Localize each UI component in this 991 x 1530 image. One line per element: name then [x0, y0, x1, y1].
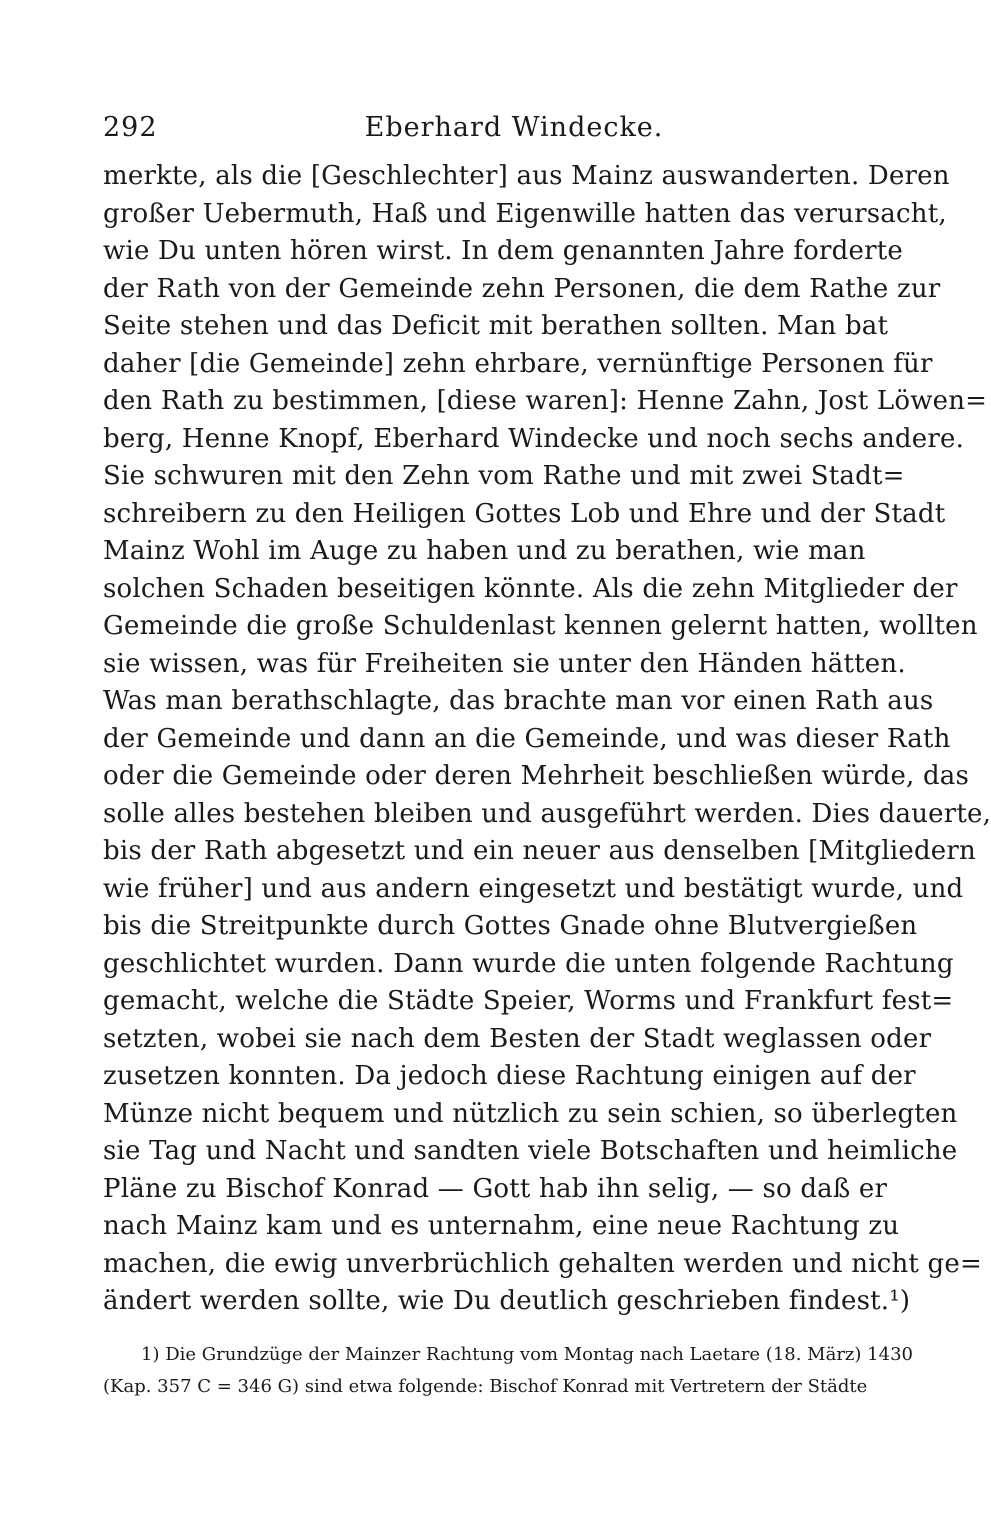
text-line: Seite stehen und das Deficit mit berathen sollten. Man bat	[103, 311, 889, 341]
text-line: sie Tag und Nacht und sandten viele Botschaften und heimliche	[103, 1136, 958, 1166]
page-header	[103, 112, 865, 158]
book-page	[103, 112, 991, 1403]
text-line: solle alles bestehen bleiben und ausgeführt werden. Dies dauerte,	[103, 798, 991, 829]
text-line: Münze nicht bequem und nützlich zu sein schien, so überlegten	[103, 1098, 958, 1129]
text-line: oder die Gemeinde oder deren Mehrheit beschließen würde, das	[103, 761, 970, 791]
text-line: nach Mainz kam und es unternahm, eine neue Rachtung zu	[103, 1211, 900, 1241]
text-line: zusetzen konnten. Da jedoch diese Rachtung einigen auf der	[103, 1061, 916, 1091]
text-line: Was man berathschlagte, das brachte man vor einen Rath aus	[103, 686, 934, 716]
text-line: solchen Schaden beseitigen könnte. Als die zehn Mitglieder der	[103, 573, 958, 604]
text-line: daher [die Gemeinde] zehn ehrbare, vernünftige Personen für	[103, 348, 933, 379]
text-line: wie früher] und aus andern eingesetzt und bestätigt wurde, und	[103, 873, 964, 904]
text-line: merkte, als die [Geschlechter] aus Mainz auswanderten. Deren	[103, 161, 950, 191]
footnote-line: (Kap. 357 C = 346 G) sind etwa folgende: Bischof Konrad mit Vertretern der Städte	[103, 1375, 868, 1397]
text-line: Mainz Wohl im Auge zu haben und zu berathen, wie man	[103, 536, 866, 566]
text-line: gemacht, welche die Städte Speier, Worms und Frankfurt fest=	[103, 986, 954, 1016]
text-line: Pläne zu Bischof Konrad — Gott hab ihn selig, — so daß er	[103, 1173, 888, 1204]
page-number: 292	[103, 112, 158, 143]
text-line: der Rath von der Gemeinde zehn Personen, die dem Rathe zur	[103, 273, 941, 304]
text-line: wie Du unten hören wirst. In dem genannten Jahre forderte	[103, 236, 903, 266]
text-line: der Gemeinde und dann an die Gemeinde, und was dieser Rath	[103, 723, 951, 754]
text-line: geschlichtet wurden. Dann wurde die unten folgende Rachtung	[103, 948, 954, 979]
text-line: schreibern zu den Heiligen Gottes Lob und Ehre und der Stadt	[103, 498, 946, 529]
text-line: Gemeinde die große Schuldenlast kennen gelernt hatten, wollten	[103, 611, 978, 641]
footnotes	[103, 1339, 913, 1403]
text-line: sie wissen, was für Freiheiten sie unter den Händen hätten.	[103, 648, 906, 679]
text-line: berg, Henne Knopf, Eberhard Windecke und noch sechs andere.	[103, 423, 965, 454]
text-line: setzten, wobei sie nach dem Besten der Stadt weglassen oder	[103, 1023, 932, 1054]
text-line: bis der Rath abgesetzt und ein neuer aus denselben [Mitgliedern	[103, 836, 976, 866]
text-line: machen, die ewig unverbrüchlich gehalten werden und nicht ge=	[103, 1248, 982, 1279]
text-line: bis die Streitpunkte durch Gottes Gnade ohne Blutvergießen	[103, 911, 918, 941]
text-line: ändert werden sollte, wie Du deutlich geschrieben findest.¹)	[103, 1286, 911, 1316]
running-title: Eberhard Windecke.	[364, 112, 664, 143]
text-line: Sie schwuren mit den Zehn vom Rathe und mit zwei Stadt=	[103, 461, 905, 491]
text-line: den Rath zu bestimmen, [diese waren]: Henne Zahn, Jost Löwen=	[103, 386, 988, 416]
text-line: großer Uebermuth, Haß und Eigenwille hatten das verursacht,	[103, 198, 947, 229]
footnote-line: 1) Die Grundzüge der Mainzer Rachtung vom Montag nach Laetare (18. März) 1430	[141, 1343, 913, 1365]
body-text	[103, 158, 991, 1321]
